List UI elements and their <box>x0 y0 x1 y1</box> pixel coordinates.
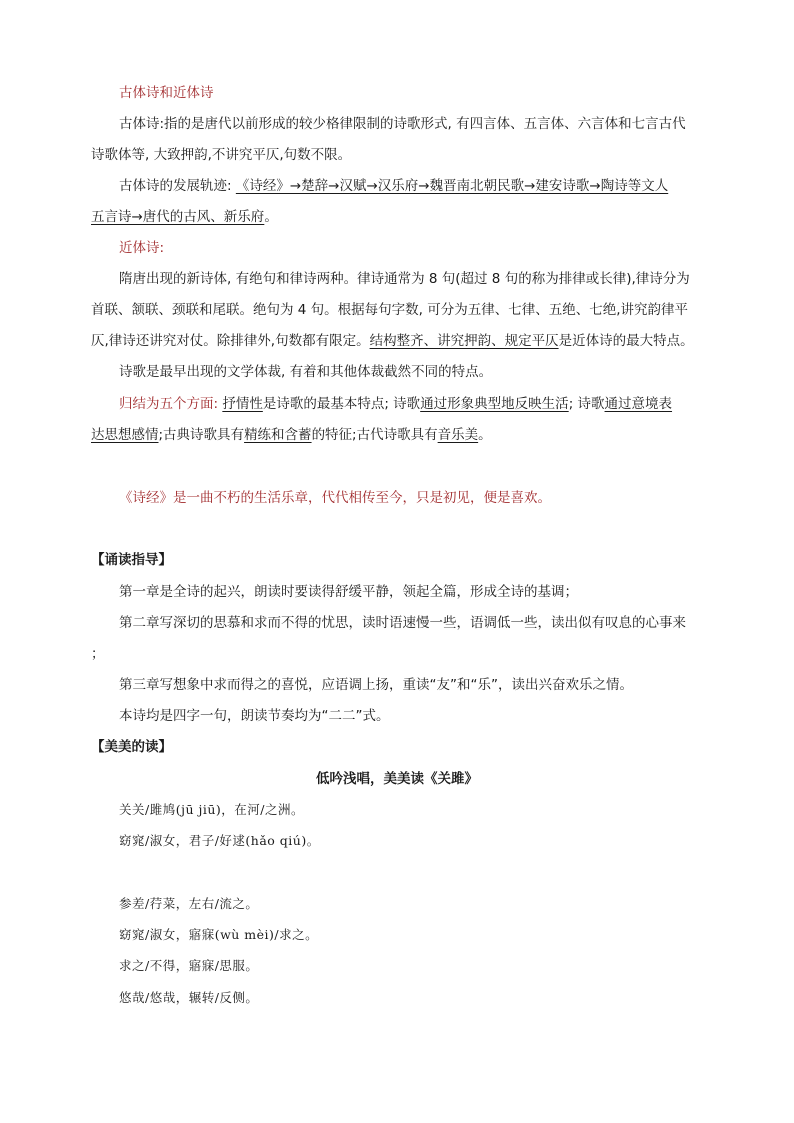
underlined-text: 结构整齐、讲究押韵、规定平仄 <box>369 333 559 349</box>
text-span: 古体诗的发展轨迹: <box>119 178 236 194</box>
paragraph-line <box>91 207 278 227</box>
poem-line: 窈窕/淑女，君子/好逑(hǎo qiú)。 <box>119 833 320 848</box>
poem-line: 求之/不得，寤寐/思服。 <box>119 958 259 973</box>
text-span: 。 <box>478 427 492 443</box>
text-span: 仄,律诗还讲究对仗。除排律外,句数都有限定。 <box>91 333 370 349</box>
paragraph-line: 第一章是全诗的起兴，朗读时要读得舒缓平静，领起全篇，形成全诗的基调； <box>119 584 578 600</box>
poem-line: 悠哉/悠哉，辗转/反侧。 <box>119 990 259 1005</box>
paragraph-line: 古体诗:指的是唐代以前形成的较少格律限制的诗歌形式, 有四言体、五言体、六言体和七言古代 <box>119 116 686 132</box>
underlined-text: 通过意境表 <box>604 396 673 412</box>
paragraph-line <box>119 394 672 414</box>
section-subheading: 近体诗: <box>119 240 165 256</box>
poem-title: 低吟浅唱，美美读《关雎》 <box>316 771 478 787</box>
paragraph-line: 诗歌体等, 大致押韵,不讲究平仄,句数不限。 <box>91 147 352 163</box>
section-heading: 古体诗和近体诗 <box>119 85 214 101</box>
text-span: 的特征;古代诗歌具有 <box>311 427 438 443</box>
text-span: ; 诗歌 <box>568 396 605 412</box>
paragraph-line: 隋唐出现的新诗体, 有绝句和律诗两种。律诗通常为 8 句(超过 8 句的称为排律或长律),律诗分为 <box>119 271 690 287</box>
underlined-text: 《诗经》→楚辞→汉赋→汉乐府→魏晋南北朝民歌→建安诗歌→陶诗等文人 <box>235 178 669 194</box>
recite-heading: 【诵读指导】 <box>91 552 172 568</box>
poem-line: 窈窕/淑女，寤寐(wù mèi)/求之。 <box>119 927 319 942</box>
paragraph-line: 诗歌是最早出现的文学体裁, 有着和其他体裁截然不同的特点。 <box>119 364 493 380</box>
paragraph-line <box>91 425 492 445</box>
underlined-text: 通过形象典型地反映生活 <box>420 396 569 412</box>
text-span: 是近体诗的最大特点。 <box>558 333 694 349</box>
underlined-text: 五言诗→唐代的古风、新乐府 <box>91 209 265 225</box>
paragraph-line: 第二章写深切的思慕和求而不得的忧思，读时语速慢一些，语调低一些，读出似有叹息的心事来 <box>119 615 686 631</box>
paragraph-line: 本诗均是四字一句，朗读节奏均为“二二”式。 <box>119 708 390 724</box>
paragraph-line: ； <box>91 646 105 662</box>
highlight-lead: 归结为五个方面: <box>119 396 223 412</box>
paragraph-line <box>91 331 694 351</box>
quote-line: 《诗经》是一曲不朽的生活乐章，代代相传至今，只是初见，便是喜欢。 <box>119 490 551 506</box>
underlined-text: 精练和含蓄 <box>244 427 312 443</box>
paragraph-line: 首联、颔联、颈联和尾联。绝句为 4 句。根据每句字数, 可分为五律、七律、五绝、七绝,讲究韵律平 <box>91 302 689 318</box>
underlined-text: 达思想感情 <box>91 427 159 443</box>
text-span: 。 <box>264 209 278 225</box>
underlined-text: 抒情性 <box>222 396 263 412</box>
underlined-text: 音乐美 <box>437 427 479 443</box>
poem-line: 关关/雎鸠(jū jiū)，在河/之洲。 <box>119 802 305 817</box>
text-span: 是诗歌的最基本特点; 诗歌 <box>262 396 421 412</box>
poem-line: 参差/荇菜，左右/流之。 <box>119 896 259 911</box>
paragraph-line <box>119 176 668 196</box>
text-span: ;古典诗歌具有 <box>158 427 245 443</box>
beauty-heading: 【美美的读】 <box>91 739 172 755</box>
paragraph-line: 第三章写想象中求而得之的喜悦，应语调上扬，重读“友”和“乐”，读出兴奋欢乐之情。 <box>119 677 633 693</box>
